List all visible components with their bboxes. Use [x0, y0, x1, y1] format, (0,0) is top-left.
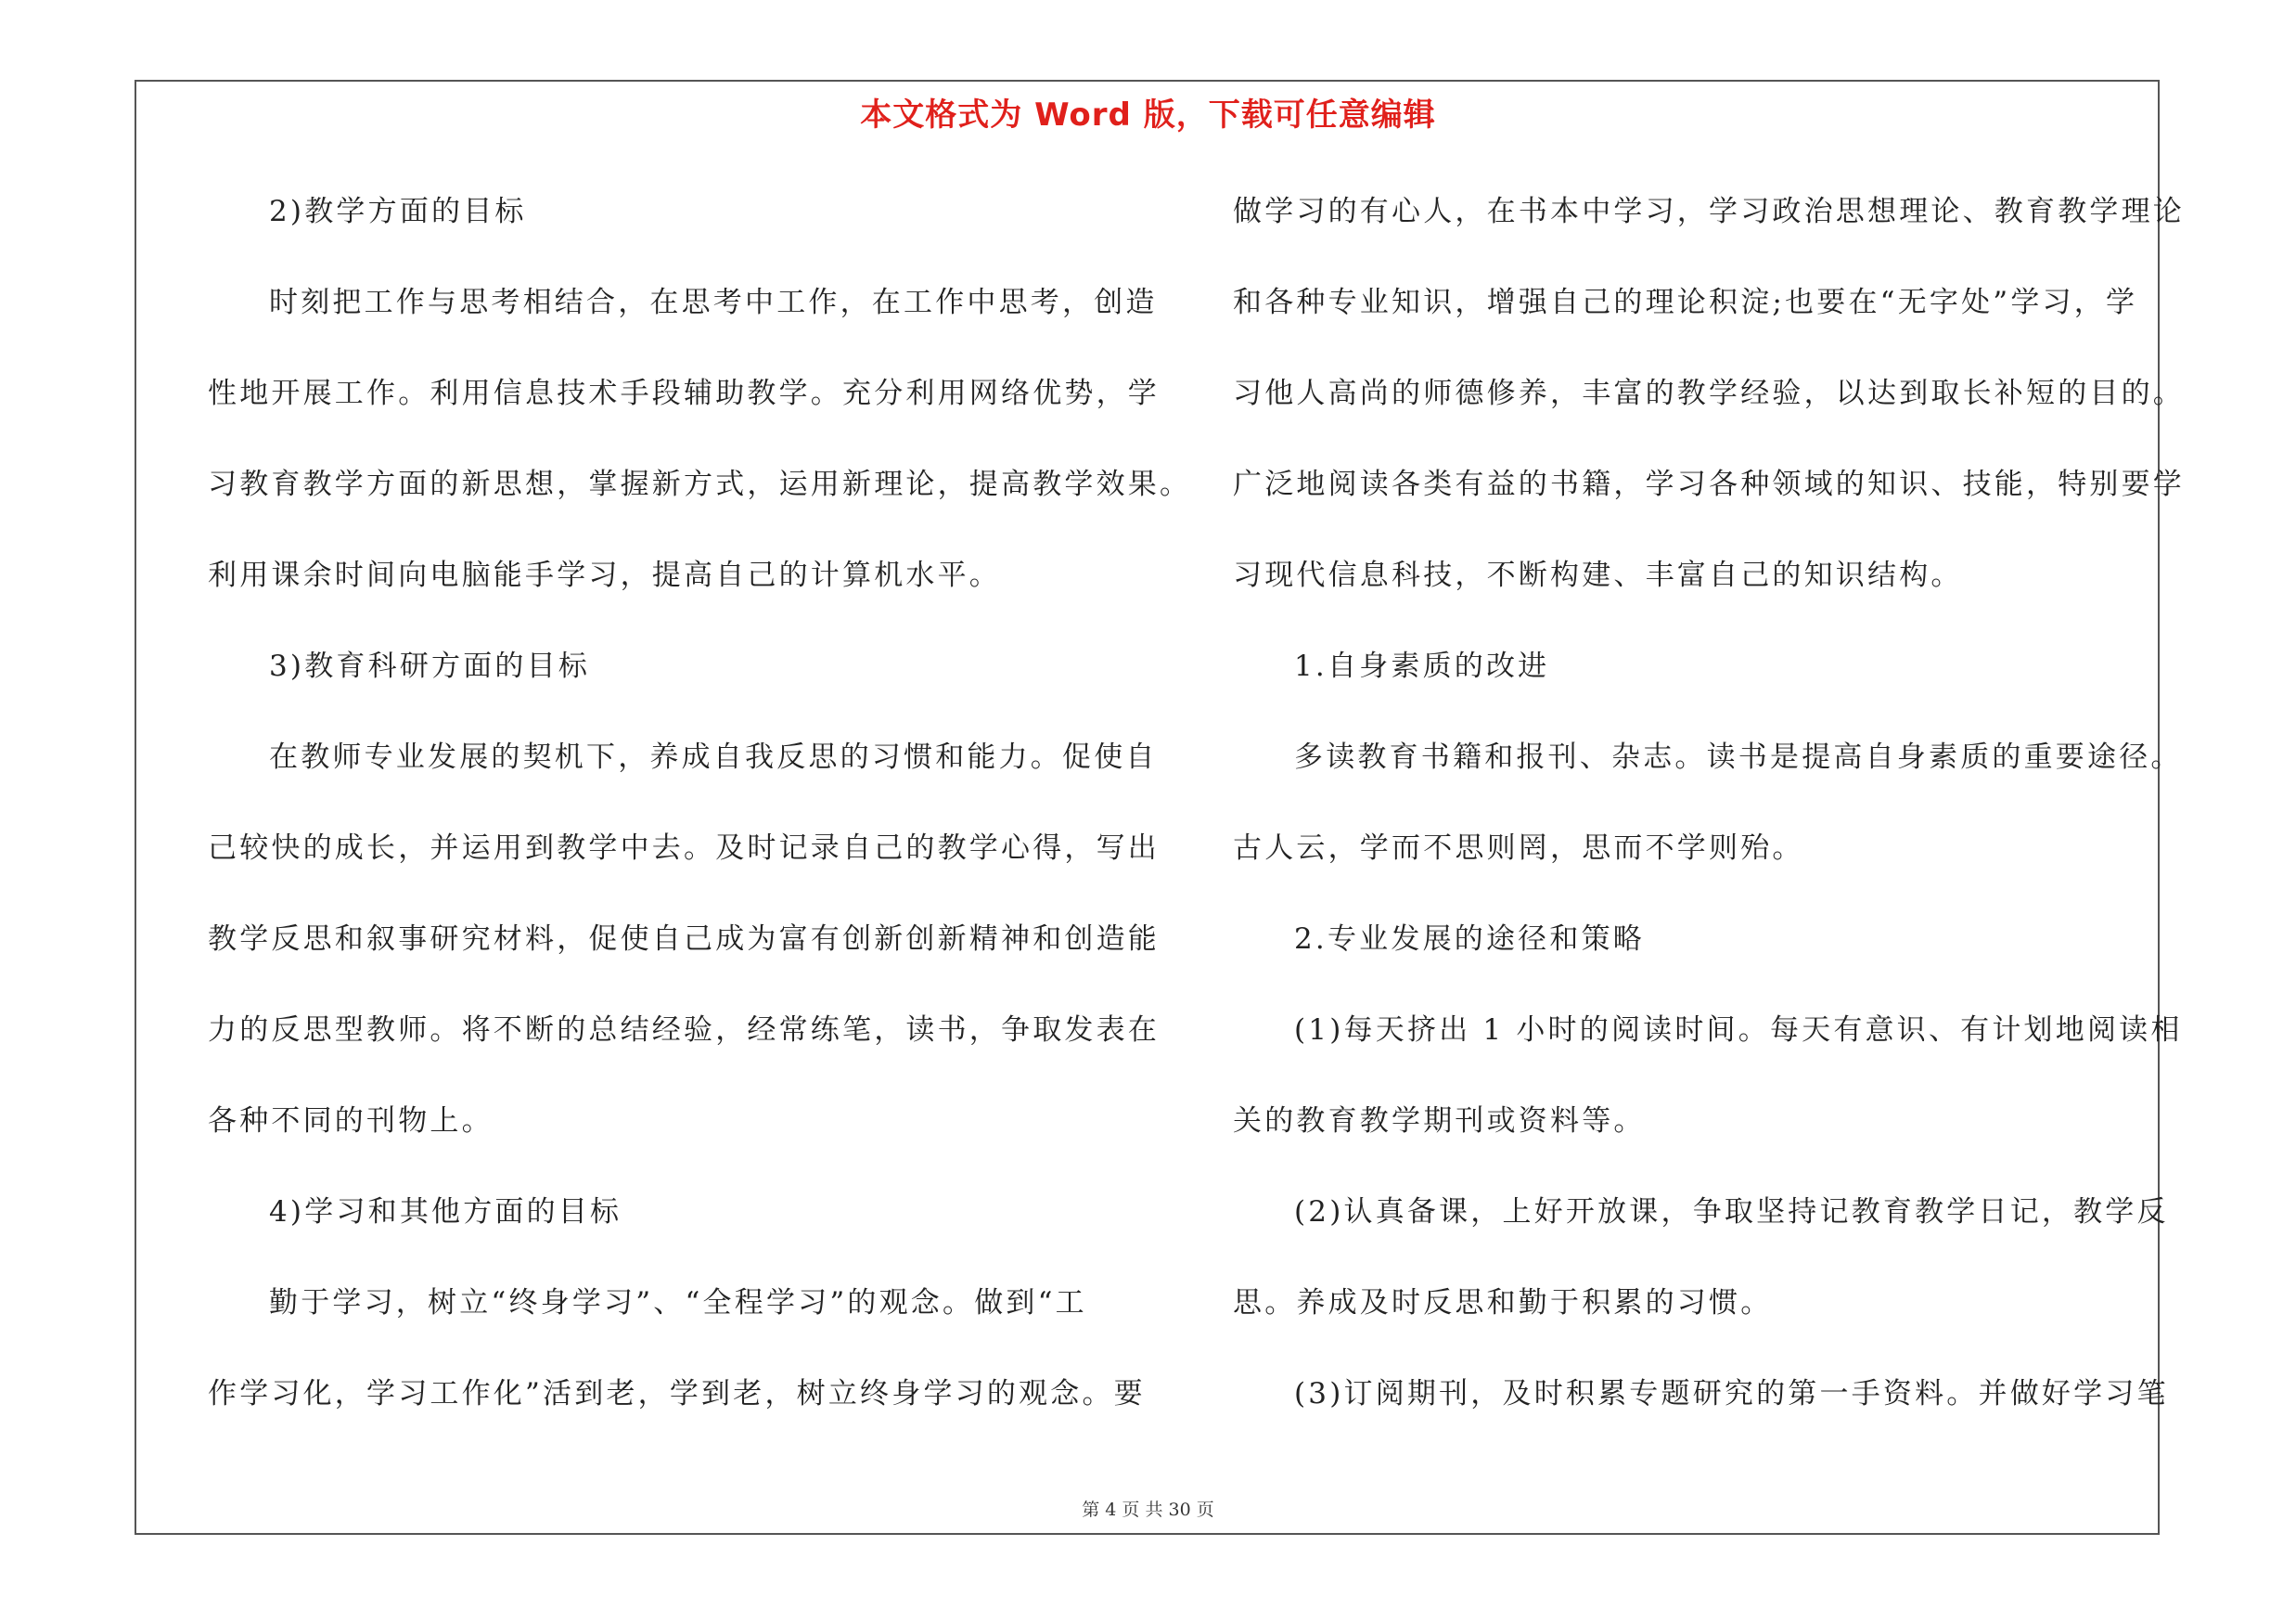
left-column [208, 184, 1192, 1457]
paragraph-line: 时刻把工作与思考相结合，在思考中工作，在工作中思考，创造 [269, 286, 1158, 319]
paragraph-line: 利用课余时间向电脑能手学习，提高自己的计算机水平。 [208, 559, 1001, 592]
heading-research-goals: 3)教育科研方面的目标 [269, 650, 591, 683]
paragraph-line: 性地开展工作。利用信息技术手段辅助教学。充分利用网络优势，学 [208, 377, 1160, 410]
paragraph-line: 做学习的有心人，在书本中学习，学习政治思想理论、教育教学理论 [1233, 195, 2185, 228]
paragraph-line: 勤于学习，树立“终身学习”、“全程学习”的观念。做到“工 [269, 1286, 1087, 1320]
paragraph-line: (2)认真备课，上好开放课，争取坚持记教育教学日记，教学反 [1294, 1195, 2169, 1229]
paragraph-line: 和各种专业知识，增强自己的理论积淀;也要在“无字处”学习，学 [1233, 286, 2138, 319]
paragraph-line: 力的反思型教师。将不断的总结经验，经常练笔，读书，争取发表在 [208, 1013, 1160, 1047]
heading-study-goals: 4)学习和其他方面的目标 [269, 1195, 622, 1229]
format-banner: 本文格式为 Word 版，下载可任意编辑 [860, 97, 1436, 134]
paragraph-line: 多读教育书籍和报刊、杂志。读书是提高自身素质的重要途径。 [1294, 741, 2183, 774]
page-number-footer: 第 4 页 共 30 页 [1082, 1500, 1214, 1520]
paragraph-line: 作学习化，学习工作化”活到老，学到老，树立终身学习的观念。要 [208, 1377, 1146, 1410]
paragraph-line: 己较快的成长，并运用到教学中去。及时记录自己的教学心得，写出 [208, 831, 1160, 865]
right-column [1233, 184, 2185, 1457]
paragraph-line: 广泛地阅读各类有益的书籍，学习各种领域的知识、技能，特别要学 [1233, 468, 2185, 501]
heading-development-strategy: 2.专业发展的途径和策略 [1294, 922, 1645, 956]
paragraph-line: (1)每天挤出 1 小时的阅读时间。每天有意识、有计划地阅读相 [1294, 1013, 2183, 1047]
paragraph-line: 思。养成及时反思和勤于积累的习惯。 [1233, 1286, 1773, 1320]
paragraph-line: 教学反思和叙事研究材料，促使自己成为富有创新创新精神和创造能 [208, 922, 1160, 956]
paragraph-line: 习教育教学方面的新思想，掌握新方式，运用新理论，提高教学效果。 [208, 468, 1192, 501]
paragraph-line: 在教师专业发展的契机下，养成自我反思的习惯和能力。促使自 [269, 741, 1158, 774]
paragraph-line: 古人云，学而不思则罔，思而不学则殆。 [1233, 831, 1804, 865]
paragraph-line: 关的教育教学期刊或资料等。 [1233, 1104, 1646, 1138]
heading-teaching-goals: 2)教学方面的目标 [269, 195, 527, 228]
paragraph-line: 各种不同的刊物上。 [208, 1104, 494, 1138]
paragraph-line: 习现代信息科技，不断构建、丰富自己的知识结构。 [1233, 559, 1963, 592]
heading-self-quality: 1.自身素质的改进 [1294, 650, 1550, 683]
paragraph-line: 习他人高尚的师德修养，丰富的教学经验，以达到取长补短的目的。 [1233, 377, 2185, 410]
paragraph-line: (3)订阅期刊，及时积累专题研究的第一手资料。并做好学习笔 [1294, 1377, 2169, 1410]
